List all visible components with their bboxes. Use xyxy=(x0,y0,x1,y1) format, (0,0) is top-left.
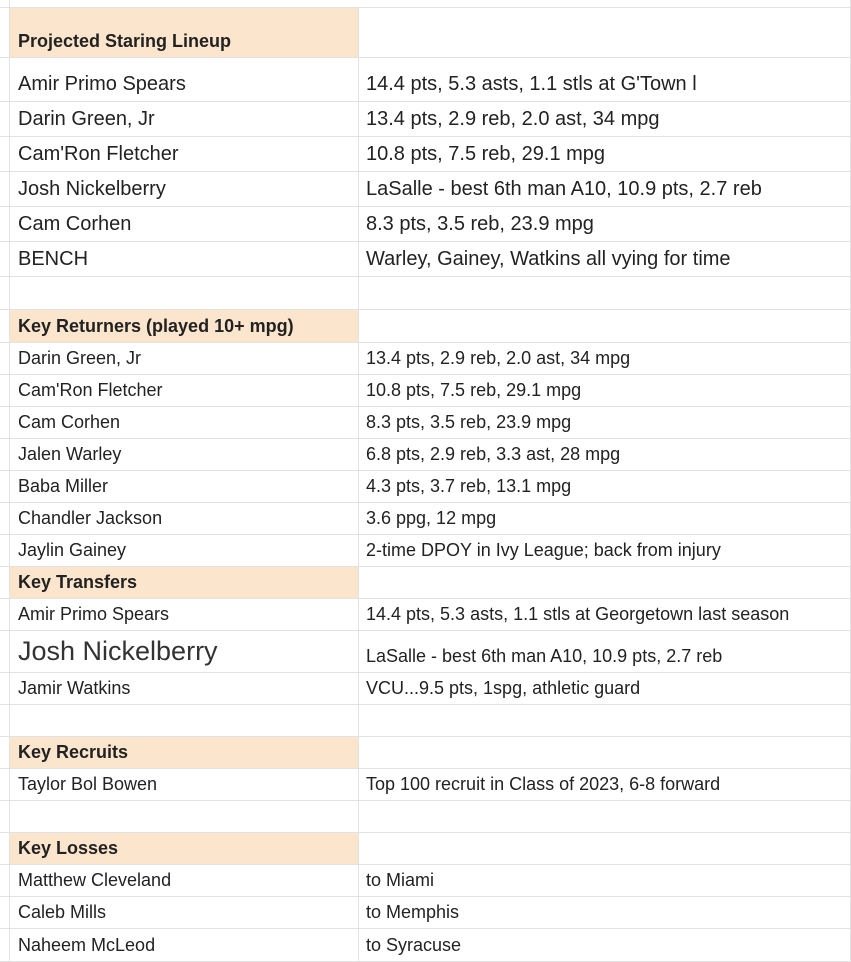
player-stats-cell[interactable]: 10.8 pts, 7.5 reb, 29.1 mpg xyxy=(366,380,582,400)
table-row xyxy=(0,865,851,897)
section-header-starting[interactable]: Projected Staring Lineup xyxy=(10,8,359,57)
player-stats-cell[interactable]: Warley, Gainey, Watkins all vying for time xyxy=(366,248,731,270)
player-destination-cell[interactable]: to Memphis xyxy=(366,902,460,922)
table-row xyxy=(0,673,851,705)
table-row xyxy=(0,705,851,737)
player-stats-cell[interactable]: LaSalle - best 6th man A10, 10.9 pts, 2.7 reb xyxy=(366,178,762,200)
empty-cell[interactable] xyxy=(359,8,851,57)
player-name-cell[interactable]: Cam Corhen xyxy=(10,207,359,241)
empty-cell[interactable] xyxy=(10,705,359,736)
table-row xyxy=(0,277,851,310)
player-name-cell[interactable]: Baba Miller xyxy=(10,471,359,502)
empty-cell[interactable] xyxy=(359,310,851,342)
table-row xyxy=(0,503,851,535)
player-stats-cell[interactable]: 4.3 pts, 3.7 reb, 13.1 mpg xyxy=(366,476,572,496)
table-row xyxy=(0,599,851,631)
player-name-cell[interactable]: Amir Primo Spears xyxy=(10,599,359,630)
empty-cell[interactable] xyxy=(359,277,851,309)
player-name-cell[interactable]: Caleb Mills xyxy=(10,897,359,928)
section-header-losses[interactable]: Key Losses xyxy=(10,833,359,864)
player-destination-cell[interactable]: to Miami xyxy=(366,870,435,890)
player-name-cell[interactable]: Josh Nickelberry xyxy=(10,631,359,672)
table-row xyxy=(0,207,851,242)
player-name-cell[interactable]: Cam'Ron Fletcher xyxy=(10,137,359,171)
table-row xyxy=(0,631,851,673)
player-name-cell[interactable]: Josh Nickelberry xyxy=(10,172,359,206)
player-stats-cell[interactable]: 14.4 pts, 5.3 asts, 1.1 stls at G'Town l xyxy=(366,73,697,95)
section-header-returners[interactable]: Key Returners (played 10+ mpg) xyxy=(10,310,359,342)
section-header-row xyxy=(0,737,851,769)
player-name-cell[interactable]: Chandler Jackson xyxy=(10,503,359,534)
player-stats-cell[interactable]: 14.4 pts, 5.3 asts, 1.1 stls at Georgetown last season xyxy=(366,604,790,624)
table-row xyxy=(0,407,851,439)
section-header-transfers[interactable]: Key Transfers xyxy=(10,567,359,598)
section-header-recruits[interactable]: Key Recruits xyxy=(10,737,359,768)
table-row xyxy=(0,801,851,833)
player-stats-cell[interactable]: LaSalle - best 6th man A10, 10.9 pts, 2.7 reb xyxy=(366,646,723,666)
empty-cell[interactable] xyxy=(359,801,851,832)
player-name-cell[interactable]: Cam'Ron Fletcher xyxy=(10,375,359,406)
player-name-cell[interactable]: Naheem McLeod xyxy=(10,929,359,961)
player-name-cell[interactable]: BENCH xyxy=(10,242,359,276)
player-stats-cell[interactable]: Top 100 recruit in Class of 2023, 6-8 forward xyxy=(366,774,721,794)
table-row xyxy=(0,137,851,172)
section-header-row xyxy=(0,8,851,58)
section-header-row xyxy=(0,833,851,865)
player-name-cell[interactable]: Matthew Cleveland xyxy=(10,865,359,896)
table-row xyxy=(0,172,851,207)
table-row xyxy=(0,769,851,801)
table-row xyxy=(0,471,851,503)
empty-cell[interactable] xyxy=(359,737,851,768)
player-stats-cell[interactable]: 3.6 ppg, 12 mpg xyxy=(366,508,497,528)
player-stats-cell[interactable]: 8.3 pts, 3.5 reb, 23.9 mpg xyxy=(366,412,572,432)
player-name-cell[interactable]: Taylor Bol Bowen xyxy=(10,769,359,800)
section-header-row xyxy=(0,310,851,343)
player-name-cell[interactable]: Jamir Watkins xyxy=(10,673,359,704)
table-row xyxy=(0,929,851,962)
player-name-cell[interactable]: Jalen Warley xyxy=(10,439,359,470)
player-name-cell[interactable]: Cam Corhen xyxy=(10,407,359,438)
section-header-row xyxy=(0,567,851,599)
player-destination-cell[interactable]: to Syracuse xyxy=(366,935,462,955)
table-row xyxy=(0,58,851,102)
empty-cell[interactable] xyxy=(359,705,851,736)
player-stats-cell[interactable]: 13.4 pts, 2.9 reb, 2.0 ast, 34 mpg xyxy=(366,108,660,130)
table-row xyxy=(0,375,851,407)
table-row xyxy=(0,897,851,929)
empty-cell[interactable] xyxy=(10,277,359,309)
empty-cell[interactable] xyxy=(359,833,851,864)
table-row xyxy=(0,242,851,277)
empty-cell[interactable] xyxy=(10,801,359,832)
player-name-cell[interactable]: Amir Primo Spears xyxy=(10,58,359,101)
player-name-cell[interactable]: Darin Green, Jr xyxy=(10,102,359,136)
player-stats-cell[interactable]: VCU...9.5 pts, 1spg, athletic guard xyxy=(366,678,641,698)
player-stats-cell[interactable]: 8.3 pts, 3.5 reb, 23.9 mpg xyxy=(366,213,594,235)
player-stats-cell[interactable]: 10.8 pts, 7.5 reb, 29.1 mpg xyxy=(366,143,606,165)
player-stats-cell[interactable]: 6.8 pts, 2.9 reb, 3.3 ast, 28 mpg xyxy=(366,444,621,464)
empty-cell[interactable] xyxy=(359,567,851,598)
player-stats-cell[interactable]: 2-time DPOY in Ivy League; back from injury xyxy=(366,540,721,560)
player-name-cell[interactable]: Jaylin Gainey xyxy=(10,535,359,566)
player-stats-cell[interactable]: 13.4 pts, 2.9 reb, 2.0 ast, 34 mpg xyxy=(366,348,631,368)
player-name-cell[interactable]: Darin Green, Jr xyxy=(10,343,359,374)
table-row xyxy=(0,102,851,137)
table-row xyxy=(0,343,851,375)
table-row xyxy=(0,439,851,471)
table-row xyxy=(0,535,851,567)
table-row xyxy=(0,0,851,8)
